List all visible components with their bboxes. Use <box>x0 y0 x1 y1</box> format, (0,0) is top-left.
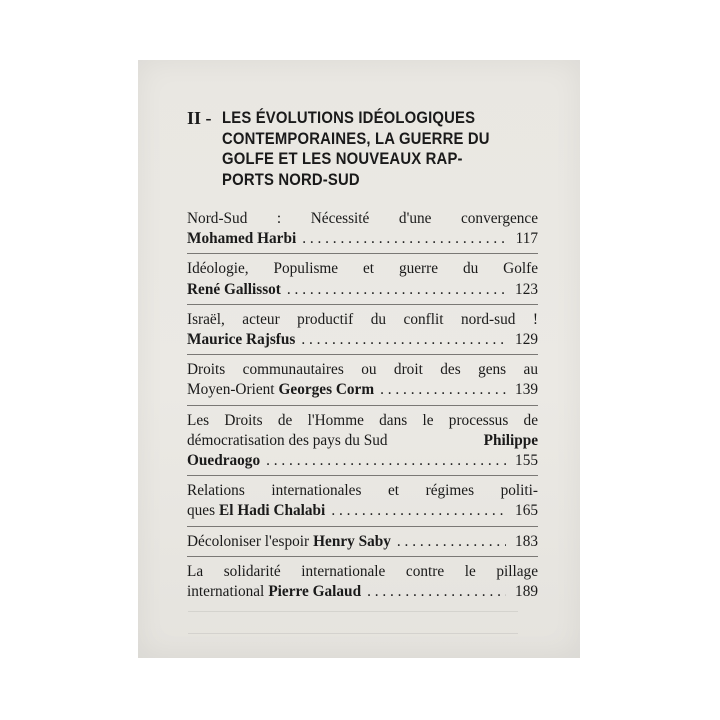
entry-author: Henry Saby <box>313 532 391 550</box>
toc-entry[interactable] <box>187 410 538 477</box>
toc-entry[interactable] <box>187 480 538 526</box>
page-number: 139 <box>515 381 538 399</box>
toc-entry-line <box>187 380 538 400</box>
toc-entry-line <box>187 209 538 229</box>
book-page <box>138 60 580 658</box>
dot-leader <box>301 330 506 350</box>
page-number: 117 <box>515 230 538 248</box>
toc-entry-line <box>187 229 538 249</box>
toc-entry-line <box>187 562 538 582</box>
entry-title-text: Relations internationales et régimes politi- <box>187 482 538 500</box>
entry-title-text: ques <box>187 502 216 520</box>
entry-title-text: international <box>187 583 265 601</box>
dot-leader <box>380 380 506 400</box>
entry-author: Ouedraogo <box>187 452 261 470</box>
page-number: 123 <box>515 280 538 298</box>
entry-title-text: Nord-Sud : Nécessité d'une convergence <box>187 210 538 227</box>
section-number: II - <box>187 108 212 128</box>
toc-entry-line <box>187 451 538 471</box>
entry-title-text: démocratisation des pays du Sud <box>187 431 388 449</box>
page-number: 189 <box>515 583 538 601</box>
dot-leader <box>331 501 506 521</box>
entry-author: Mohamed Harbi <box>187 230 297 248</box>
toc-entry-line <box>187 532 538 552</box>
entry-title-text: Moyen-Orient <box>187 381 275 399</box>
toc-entry-line <box>187 310 538 330</box>
entry-title-text: Idéologie, Populisme et guerre du Golfe <box>187 260 538 278</box>
page-number: 183 <box>515 532 538 550</box>
toc-entry-line <box>187 280 538 300</box>
toc-entry-line <box>187 501 538 521</box>
page-number: 165 <box>515 502 538 520</box>
entry-title-text: Droits communautaires ou droit des gens au <box>187 361 538 379</box>
entry-author: El Hadi Chalabi <box>219 502 326 520</box>
toc-entry[interactable] <box>187 531 538 557</box>
toc-entry-line <box>187 481 538 501</box>
toc-entry-line <box>187 330 538 350</box>
toc-entry[interactable] <box>187 359 538 405</box>
entry-author: Pierre Galaud <box>268 583 362 601</box>
toc-entry-line <box>187 360 538 380</box>
toc-entry-line <box>187 259 538 279</box>
section-heading <box>187 108 527 190</box>
entry-title-text: La solidarité internationale contre le pillage <box>187 562 538 580</box>
page-number: 129 <box>515 331 538 349</box>
entry-title-text: Les Droits de l'Homme dans le processus de <box>187 411 538 429</box>
section-title: LES ÉVOLUTIONS IDÉOLOGIQUES CONTEMPORAINES, LA GUERRE DU GOLFE ET LES NOUVEAUX RAP- PORTS NORD-SUD <box>222 109 490 189</box>
toc-entry-line <box>187 411 538 431</box>
entry-author: Philippe <box>483 431 538 449</box>
toc-entry[interactable] <box>187 561 538 606</box>
toc-entry[interactable] <box>187 208 538 254</box>
toc-entry[interactable] <box>187 309 538 355</box>
dot-leader <box>287 280 506 300</box>
toc-entry[interactable] <box>187 258 538 304</box>
entry-title-text: Décoloniser l'espoir <box>187 532 310 550</box>
dot-leader <box>367 582 506 602</box>
toc-entry-line <box>187 582 538 602</box>
table-of-contents <box>187 208 538 610</box>
dot-leader <box>302 229 506 249</box>
entry-author: René Gallissot <box>187 280 281 298</box>
entry-author: Maurice Rajsfus <box>187 331 296 349</box>
toc-entry-line <box>187 431 538 451</box>
dot-leader <box>266 451 506 471</box>
entry-title-text: Israël, acteur productif du conflit nord-sud ! <box>187 310 538 328</box>
page-number: 155 <box>515 452 538 470</box>
entry-author: Georges Corm <box>278 381 375 399</box>
dot-leader <box>397 532 506 552</box>
